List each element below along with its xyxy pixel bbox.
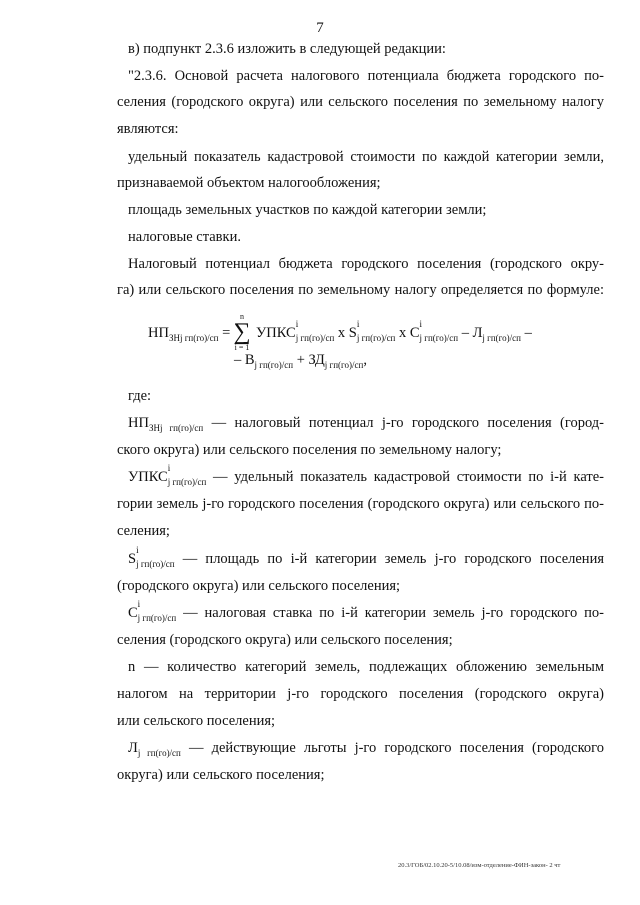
definition-line: или сельского поселения; bbox=[117, 713, 276, 729]
sum-symbol: n ∑ i = 1 bbox=[233, 312, 251, 352]
text-line: га) или сельского поселения по земельному налогу определяется по формуле: bbox=[117, 282, 604, 298]
text-line: площадь земельных участков по каждой категории земли; bbox=[128, 202, 487, 218]
definition-line: $НП_{ЗНj гп(го)/сп}$ — налоговый потенциал j-го городского поселения (город- bbox=[128, 415, 604, 433]
footer-filepath: 20.3/ГОБ/02.10.20-5/10.08/изм-отделение-ФИН-закон- 2 чт bbox=[398, 862, 561, 869]
text-line: Налоговый потенциал бюджета городского поселения (городского окру- bbox=[128, 256, 604, 272]
formula-lhs: $НП_{ЗНj гп(го)/сп}$ = bbox=[148, 325, 231, 343]
formula-rhs-row2: – $В_{j гп(го)/сп} + ЗД_{j гп(го)/сп}$, bbox=[234, 352, 367, 370]
definition-line: C i $_{j гп(го)/сп}$ — налоговая ставка по i-й категории земель j-го городского по- bbox=[128, 599, 604, 623]
text-line: налоговые ставки. bbox=[128, 229, 241, 245]
text-line: селения (городского округа) или сельского поселения по земельному налогу bbox=[117, 94, 604, 110]
text-line: признаваемой объектом налогообложения; bbox=[117, 175, 381, 191]
definition-line: n — количество категорий земель, подлежащих обложению земельным bbox=[128, 659, 604, 675]
text-line: в) подпункт 2.3.6 изложить в следующей редакции: bbox=[128, 41, 446, 57]
definition-line: $Л_{j гп(го)/сп}$ — действующие льготы j-го городского поселения (городского bbox=[128, 740, 604, 758]
text-line: удельный показатель кадастровой стоимости по каждой категории земли, bbox=[128, 149, 604, 165]
definition-line: ского округа) или сельского поселения по земельному налогу; bbox=[117, 442, 502, 458]
formula-rhs-row1: УПКС i $_{j гп(го)/сп}$ x S i $_{j гп(го)/сп}$ x C i $_{j гп(го)/сп} - Л_{j гп(го)/сп}$ – bbox=[256, 319, 532, 343]
definition-line: селения (городского округа) или сельского поселения; bbox=[117, 632, 453, 648]
definition-line: селения; bbox=[117, 523, 170, 539]
definition-line: S i $_{j гп(го)/сп}$ — площадь по i-й категории земель j-го городского поселения bbox=[128, 545, 604, 569]
definition-line: гории земель j-го городского поселения (городского округа) или сельского по- bbox=[117, 496, 604, 512]
text-line: являются: bbox=[117, 121, 179, 137]
text-line: где: bbox=[128, 388, 152, 404]
definition-line: (городского округа) или сельского поселения; bbox=[117, 578, 401, 594]
definition-line: округа) или сельского поселения; bbox=[117, 767, 325, 783]
page-number: 7 bbox=[316, 20, 324, 36]
definition-line: УПКС i $_{j гп(го)/сп}$ — удельный показатель кадастровой стоимости по i-й кате- bbox=[128, 463, 604, 487]
text-line: "2.3.6. Основой расчета налогового потенциала бюджета городского по- bbox=[128, 68, 604, 84]
definition-line: налогом на территории j-го городского поселения (городского округа) bbox=[117, 686, 604, 702]
